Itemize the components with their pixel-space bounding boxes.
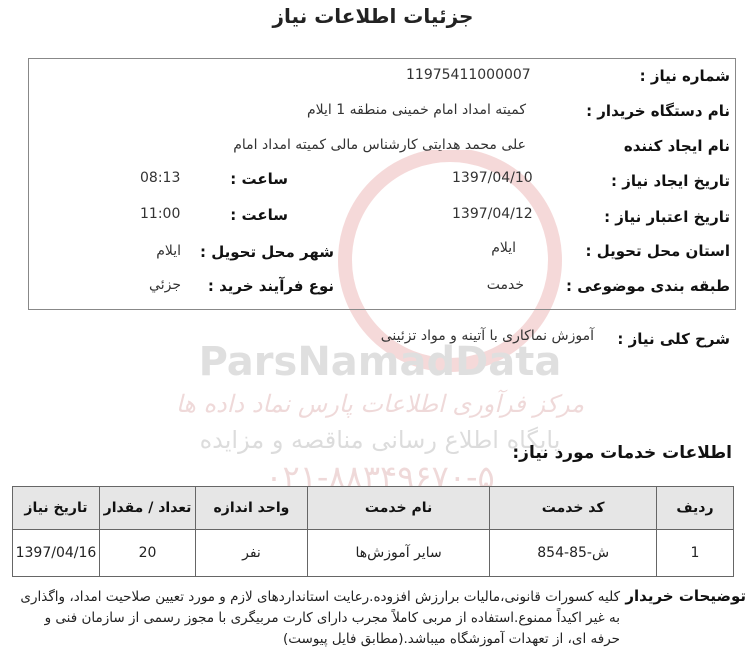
- process-value: جزئي: [149, 277, 181, 293]
- created-date-label: تاریخ ایجاد نیاز :: [611, 172, 730, 190]
- city-label: شهر محل تحویل :: [199, 243, 334, 261]
- valid-time-value: 11:00: [140, 206, 181, 222]
- watermark-line1: ParsNamadData: [198, 339, 562, 385]
- province-label: استان محل تحویل :: [585, 242, 730, 260]
- need-number-label: شماره نیاز :: [639, 67, 730, 85]
- cell-row-number: 1: [656, 530, 733, 577]
- creator-value: علی محمد هدایتی کارشناس مالی کمیته امداد امام: [233, 137, 526, 153]
- header-row-number: ردیف: [656, 487, 733, 530]
- buyer-notes-text: کلیه کسورات قانونی،مالیات برارزش افزوده.رعایت استانداردهای لازم و مورد تعیین صلاحیت امداد، واگذاری به غیر اکیداً ممنوع.استفاده از مربی کاملاً مجرب دارای کارت مربیگری با مجوز رسمی از سازمان فنی و حرفه ای، از تعهدات آموزشگاه میباشد.(مطابق فایل پیوست): [20, 589, 620, 647]
- header-unit: واحد اندازه: [196, 487, 308, 530]
- city-value: ایلام: [156, 243, 181, 259]
- header-service-code: کد خدمت: [490, 487, 656, 530]
- services-header-row: [13, 487, 734, 530]
- services-title: اطلاعات خدمات مورد نیاز:: [512, 443, 732, 463]
- created-time-value: 08:13: [140, 170, 181, 186]
- summary-text: آموزش نماکاری با آتینه و مواد تزئینی: [380, 328, 594, 344]
- creator-label: نام ایجاد کننده: [623, 137, 730, 155]
- created-time-label: ساعت :: [230, 170, 288, 188]
- cell-quantity: 20: [99, 530, 195, 577]
- buyer-value: کمیته امداد امام خمینی منطقه 1 ایلام: [307, 102, 526, 118]
- valid-date-label: تاریخ اعتبار نیاز :: [604, 208, 730, 226]
- header-service-name: نام خدمت: [307, 487, 490, 530]
- province-value: ایلام: [491, 240, 516, 256]
- services-table: [12, 486, 734, 577]
- table-row: [13, 530, 734, 577]
- page-title: جزئیات اطلاعات نیاز: [272, 4, 474, 28]
- cell-unit: نفر: [196, 530, 308, 577]
- header-quantity: تعداد / مقدار: [99, 487, 195, 530]
- category-label: طبقه بندی موضوعی :: [566, 277, 730, 295]
- cell-service-name: سایر آموزش‌ها: [307, 530, 490, 577]
- cell-service-code: ش-85-854: [490, 530, 656, 577]
- category-value: خدمت: [486, 277, 524, 293]
- header-need-date: تاریخ نیاز: [13, 487, 100, 530]
- valid-date-value: 1397/04/12: [452, 206, 533, 222]
- need-number-value: 11975411000007: [406, 67, 531, 83]
- cell-need-date: 1397/04/16: [13, 530, 100, 577]
- buyer-notes-label: توضیحات خریدار: [625, 587, 746, 605]
- watermark-line2: مرکز فرآوری اطلاعات پارس نماد داده ها: [175, 390, 585, 418]
- watermark-line3: پایگاه اطلاع رسانی مناقصه و مزایده: [199, 426, 561, 454]
- created-date-value: 1397/04/10: [452, 170, 533, 186]
- process-label: نوع فرآیند خرید :: [207, 277, 334, 295]
- summary-label: شرح کلی نیاز :: [617, 330, 730, 348]
- valid-time-label: ساعت :: [230, 206, 288, 224]
- watermark-line4: ۰۲۱-۸۸۳۴۹۶۷۰-۵: [265, 458, 495, 496]
- buyer-label: نام دستگاه خریدار :: [586, 102, 730, 120]
